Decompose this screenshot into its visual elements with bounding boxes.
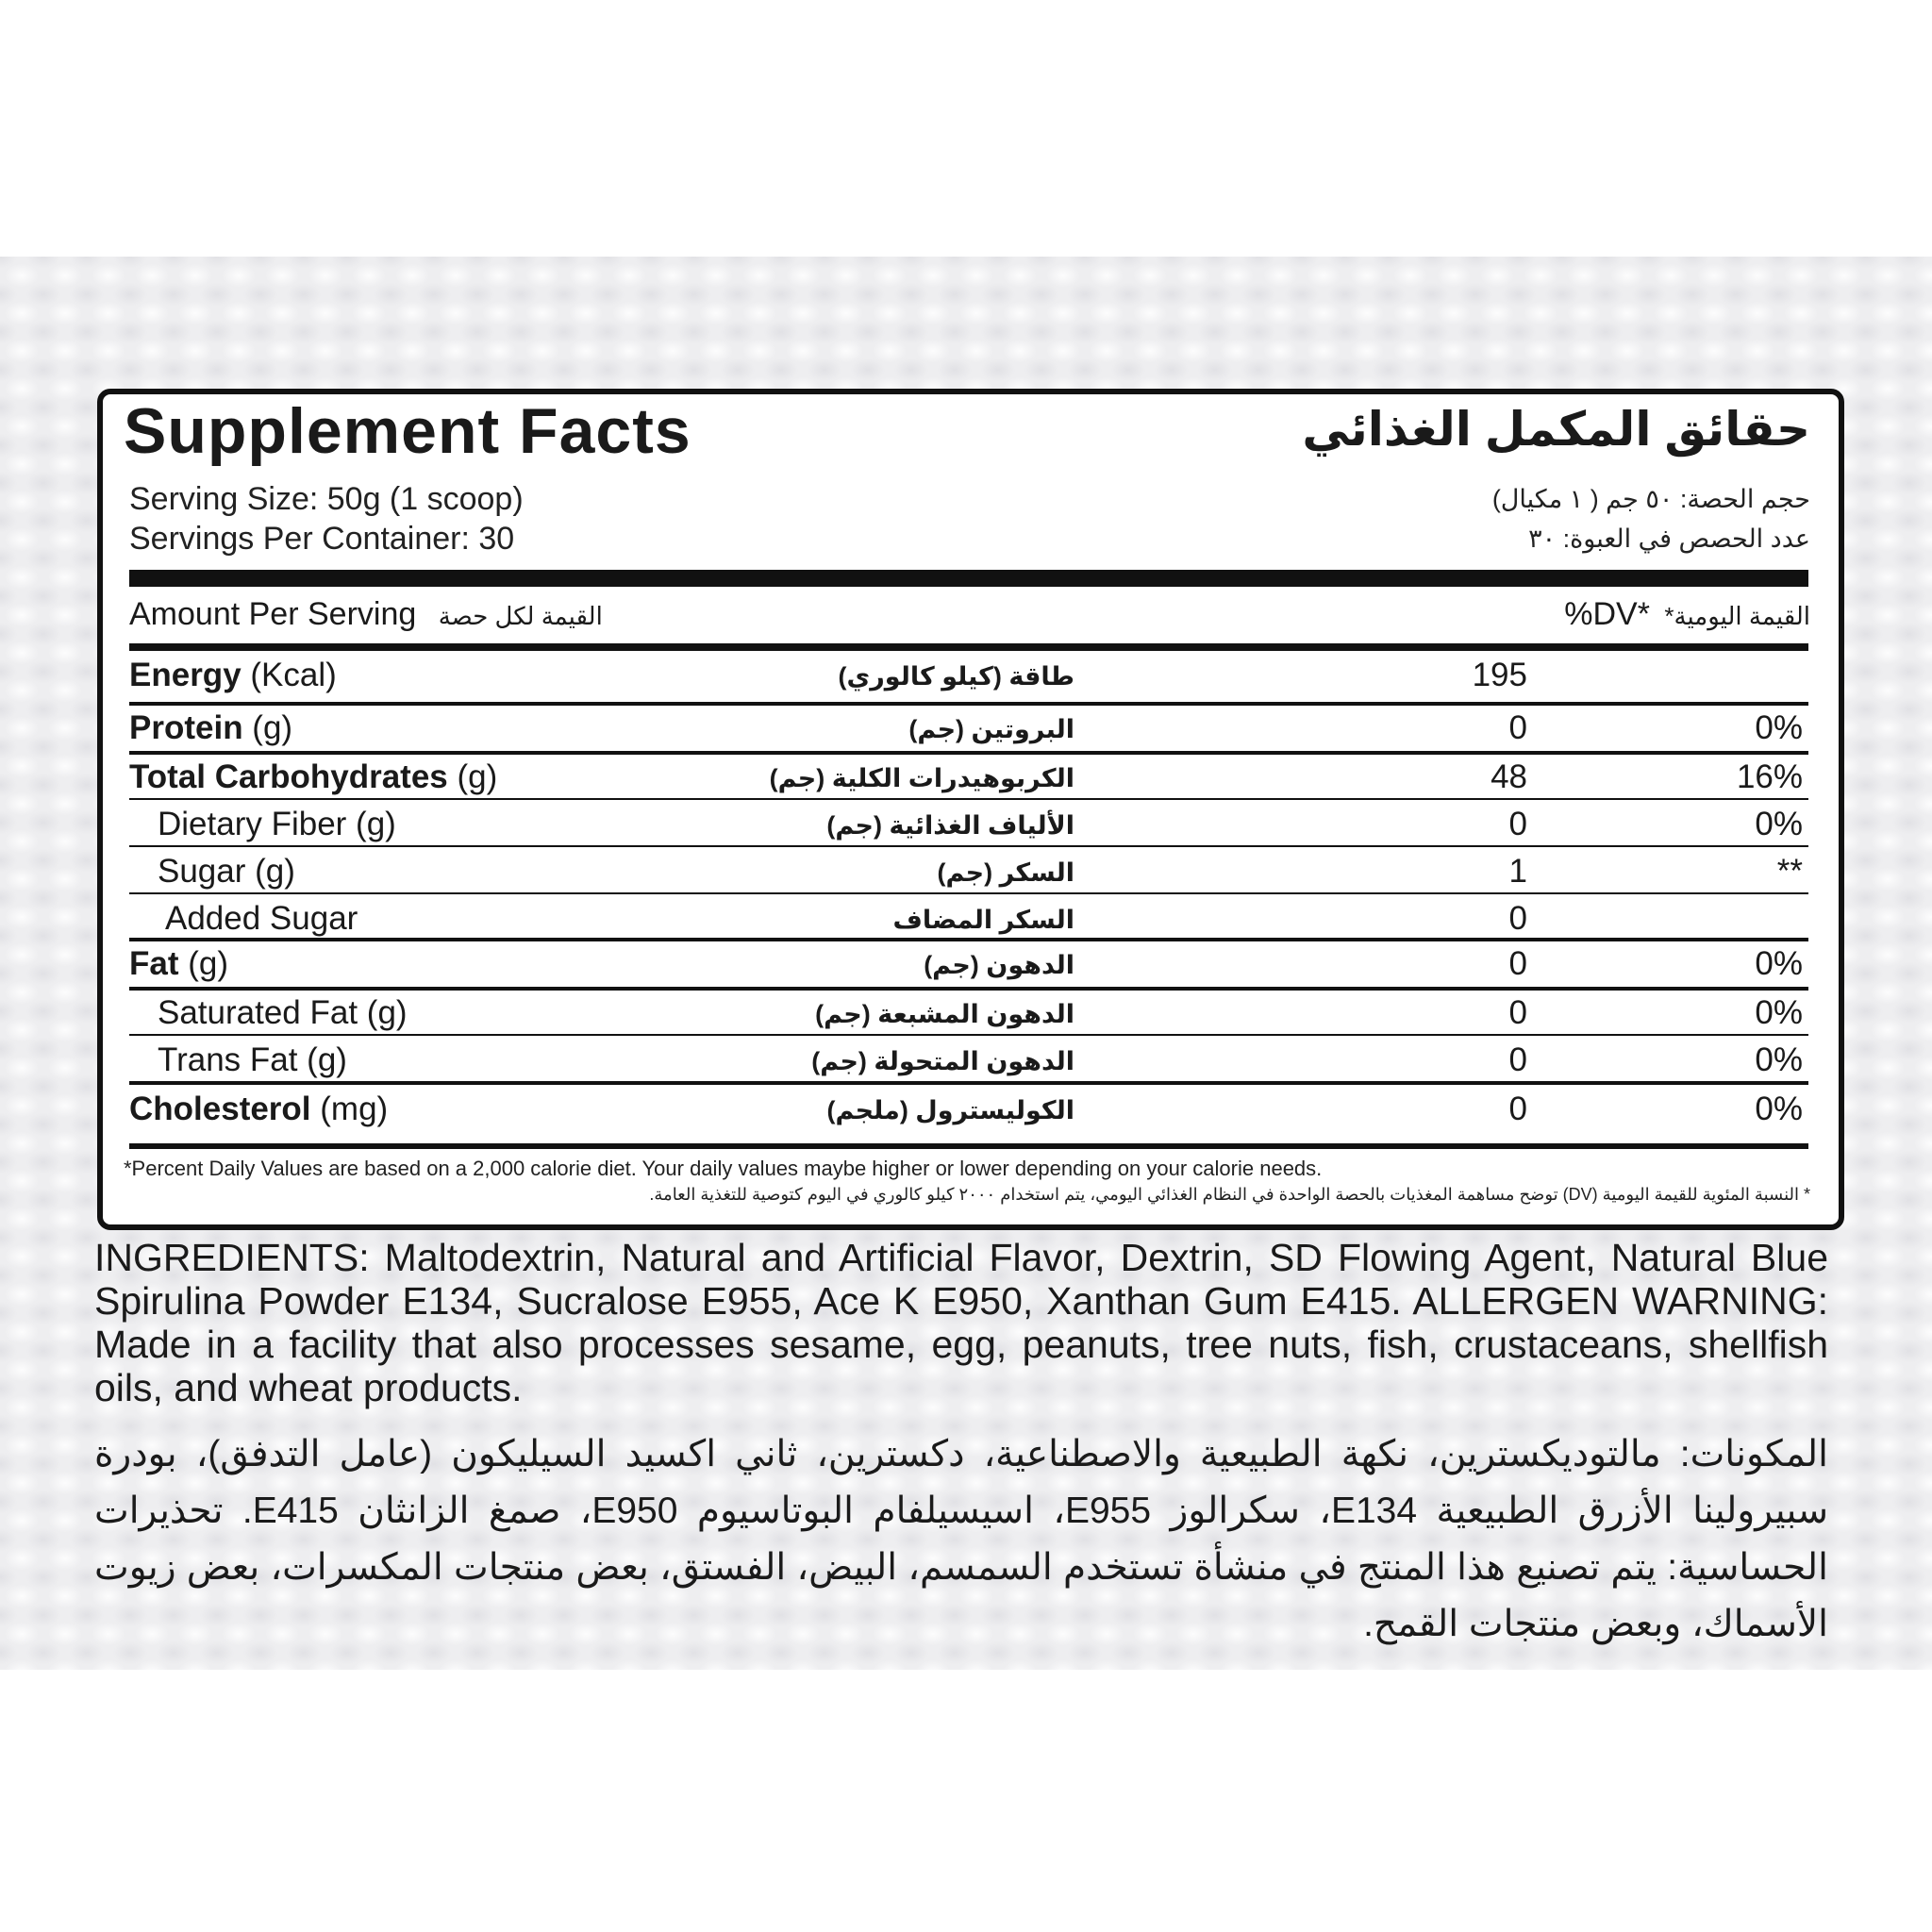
footnote-ar: * النسبة المئوية للقيمة اليومية (DV) توضح مساهمة المغذيات بالحصة الواحدة في النظام الغذائي اليومي، يتم استخدام ٢٠٠٠ كيلو كالوري في اليوم كتوصية للتغذية العامة. [649,1185,1810,1204]
nutrient-unit: (mg) [310,1091,389,1127]
nutrient-unit: Sugar (g) [158,853,295,890]
nutrient-unit: (g) [242,709,293,746]
nutrient-name: Protein [129,709,243,746]
nutrient-label-ar: طاقة (كيلو كالوري) [838,662,1074,691]
nutrient-amount: 1 [1508,853,1527,890]
row-divider [129,1081,1808,1085]
nutrient-label [129,1091,388,1128]
nutrient-label [158,806,396,843]
title-en: Supplement Facts [124,395,691,467]
row-divider [129,938,1808,941]
footnote-en: *Percent Daily Values are based on a 2,000 calorie diet. Your daily values maybe higher or lower depending on your calorie needs. [124,1157,1323,1180]
nutrient-dv: 0% [1755,1041,1803,1078]
nutrient-unit: Trans Fat (g) [158,1041,347,1078]
bottom-divider [129,1143,1808,1149]
dv-header [1564,596,1810,633]
nutrient-unit: Added Sugar [165,900,358,937]
row-divider [129,702,1808,706]
serving-size-ar: حجم الحصة: ٥٠ جم ( ١ مكيال) [1491,485,1810,513]
servings-per-container-ar: عدد الحصص في العبوة: ٣٠ [1528,525,1810,553]
nutrient-dv: 0% [1755,945,1803,982]
amount-per-serving-ar: القيمة لكل حصة [438,602,603,630]
nutrient-amount: 0 [1508,709,1527,746]
row-divider [129,751,1808,755]
dv-header-en: %DV* [1564,596,1650,632]
nutrient-amount: 195 [1472,657,1527,693]
nutrient-amount: 0 [1508,806,1527,842]
nutrient-unit: (g) [178,945,228,982]
nutrient-label-ar: الكربوهيدرات الكلية (جم) [769,764,1074,792]
nutrient-dv: 16% [1736,758,1803,795]
nutrient-label [129,758,497,796]
row-divider [129,987,1808,991]
nutrient-dv: ** [1776,853,1803,890]
nutrient-label [158,853,295,891]
row-divider [129,845,1808,847]
nutrient-unit: (g) [447,758,498,795]
supplement-facts-panel [97,389,1844,1230]
nutrient-unit: Saturated Fat (g) [158,994,408,1031]
amount-per-serving-en: Amount Per Serving [129,596,417,632]
nutrient-label-ar: البروتين (جم) [908,715,1074,743]
nutrient-dv: 0% [1755,1091,1803,1127]
nutrient-amount: 0 [1508,900,1527,937]
nutrient-dv: 0% [1755,806,1803,842]
nutrient-amount: 0 [1508,994,1527,1031]
nutrient-name: Cholesterol [129,1091,311,1127]
nutrient-name: Energy [129,657,242,693]
nutrient-amount: 0 [1508,1091,1527,1127]
nutrient-label-ar: الدهون (جم) [924,951,1074,979]
amount-per-serving [129,596,603,633]
medium-divider [129,643,1808,651]
nutrient-amount: 48 [1491,758,1527,795]
title-ar: حقائق المكمل الغذائي [1302,403,1810,456]
nutrient-label [165,900,358,938]
ingredients-ar: المكونات: مالتوديكسترين، نكهة الطبيعية والاصطناعية، دكسترين، ثاني اكسيد السيليكون (عامل التدفق)، بودرة سبيرولينا الأزرق الطبيعية E134، سكرالوز E955، اسيسيلفام البوتاسيوم E950، صمغ الزانثان E415. تحذيرات الحساسية: يتم تصنيع هذا المنتج في منشأة تستخدم السمسم، البيض، الفستق، بعض منتجات المكسرات، بعض زيوت الأسماك، وبعض منتجات القمح. [94,1434,1828,1644]
nutrient-dv: 0% [1755,709,1803,746]
nutrient-label-ar: الدهون المتحولة (جم) [811,1047,1074,1075]
dv-header-ar: القيمة اليومية* [1664,602,1810,630]
nutrient-label-ar: الدهون المشبعة (جم) [815,1000,1074,1028]
nutrient-label-ar: السكر المضاف [892,906,1074,934]
nutrient-amount: 0 [1508,1041,1527,1078]
thick-divider [129,570,1808,587]
row-divider [129,1034,1808,1036]
nutrient-label-ar: الكوليسترول (ملجم) [826,1096,1074,1124]
nutrient-name: Fat [129,945,179,982]
nutrient-unit: (Kcal) [241,657,337,693]
nutrient-label [129,945,228,983]
nutrient-label-ar: الألياف الغذائية (جم) [826,811,1074,840]
serving-size-en: Serving Size: 50g (1 scoop) [129,481,524,517]
nutrient-label [129,657,337,694]
row-divider [129,798,1808,800]
nutrient-name: Total Carbohydrates [129,758,448,795]
nutrient-unit: Dietary Fiber (g) [158,806,396,842]
nutrient-dv: 0% [1755,994,1803,1031]
nutrient-label [158,994,408,1032]
servings-per-container-en: Servings Per Container: 30 [129,521,515,557]
ingredients-en: INGREDIENTS: Maltodextrin, Natural and Artificial Flavor, Dextrin, SD Flowing Agent, Natural Blue Spirulina Powder E134, Sucralose E955, Ace K E950, Xanthan Gum E415. ALLERGEN WARNING: Made in a facility that also processes sesame, egg, peanuts, tree nuts, fish, crustaceans, shellfish oils, and wheat products. [94,1236,1828,1409]
row-divider [129,892,1808,894]
nutrient-label-ar: السكر (جم) [937,858,1074,887]
nutrient-label [129,709,292,747]
nutrient-label [158,1041,347,1079]
nutrient-amount: 0 [1508,945,1527,982]
